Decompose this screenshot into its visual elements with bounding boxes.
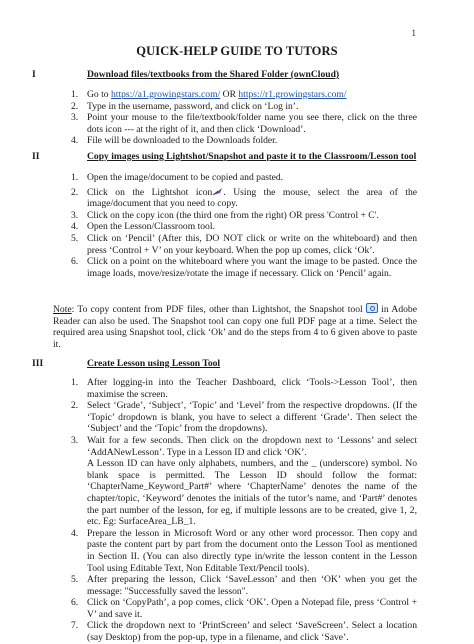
item-text: Click on a point on the whiteboard where you want the image to be pasted. Once the image loads, move/resize/rotate the image if necessary. Click on ‘Pencil’ again. — [87, 256, 417, 279]
list-item — [71, 400, 417, 435]
list-item — [71, 187, 417, 210]
item-text: Click on the Lightshot icon — [87, 186, 213, 198]
item-text: Point your mouse to the file/textbook/folder name you see there, click on the three dots icon --- at the right of it, and then click ‘Download’. — [87, 112, 417, 135]
item-text-extra: A Lesson ID can have only alphabets, numbers, and the _ (underscore) symbol. No blank space is permitted. The Lesson ID should follow the format: ‘ChapterName_Keyword_Part#’ where ‘ChapterName’ denotes the name of the chapter/topic, ‘Keyword’ denotes the initials of the tutor’s name, and ‘Part#’ denotes the part number of the lesson, for eg, if multiple lessons are to be created, give 1, 2, etc. Eg: SurfaceArea_LB_1. — [87, 458, 417, 528]
list-item — [71, 135, 417, 147]
item-number: 6. — [71, 597, 79, 609]
list-item — [71, 89, 417, 101]
list-item — [71, 435, 417, 528]
item-number: 1. — [71, 377, 79, 388]
list-item — [71, 210, 417, 222]
list-item — [71, 101, 417, 113]
item-number: 2. — [71, 100, 79, 112]
lightshot-feather-icon — [212, 187, 223, 196]
section-title: Copy images using Lightshot/Snapshot and paste it to the Classroom/Lesson tool — [87, 151, 417, 162]
item-number: 7. — [71, 620, 79, 632]
item-number: 3. — [71, 112, 79, 124]
note-text: : To copy content from PDF files, other than Lightshot, the Snapshot tool — [71, 304, 366, 315]
item-number: 4. — [71, 527, 79, 539]
item-number: 1. — [71, 89, 79, 100]
item-number: 4. — [71, 135, 79, 147]
item-text: . Using the mouse, select the area of the image/document that you need to copy. — [87, 186, 417, 210]
list-item — [71, 112, 417, 135]
item-text: Open the Lesson/Classroom tool. — [87, 221, 215, 233]
list-item — [71, 528, 417, 574]
section-number: I — [32, 69, 36, 80]
note-paragraph — [53, 303, 417, 350]
note-text: in Adobe Reader can also be used. The Snapshot tool can copy one full PDF page at a time. Select the required area using Snapshot tool, click ‘Ok’ and do the steps from 4 to 6 given above to paste it. — [53, 304, 417, 350]
section-title: Create Lesson using Lesson Tool — [87, 358, 221, 369]
list-item — [71, 172, 417, 184]
item-number: 4. — [71, 221, 79, 233]
list-item — [71, 233, 417, 256]
link-a1[interactable]: https://a1.growingstars.com/ — [110, 89, 221, 100]
section-title: Download files/textbooks from the Shared Folder — [87, 69, 289, 80]
snapshot-camera-icon — [366, 303, 378, 313]
item-text: Click on ‘Pencil’ (After this, DO NOT click or write on the whiteboard) and then press ‘Control + V’ on your keyboard. When the pop up comes, click ‘Ok’. — [87, 232, 417, 256]
section-number: II — [32, 151, 40, 162]
item-text: File will be downloaded to the Downloads folder. — [87, 135, 278, 147]
list-item — [71, 256, 417, 279]
item-text: Type in the username, password, and click on ‘Log in’. — [87, 100, 299, 112]
item-text: Select ‘Grade’, ‘Subject’, ‘Topic’ and ‘Level’ from the respective dropdowns. (If the ‘Topic’ dropdown is blank, you have to select a different ‘Grade’. Then select the ‘Subject’ and the ‘Topic’ from the dropdowns). — [87, 400, 417, 435]
section-number: III — [32, 358, 44, 369]
item-text: After logging-in into the Teacher Dashboard, click ‘Tools->Lesson Tool’, then maximise the screen. — [87, 377, 417, 400]
note-label: Note — [53, 304, 72, 315]
list-item — [71, 377, 417, 400]
item-number: 1. — [71, 172, 79, 183]
section-title-suffix: (ownCloud) — [288, 69, 340, 80]
list-item — [71, 574, 417, 597]
section-3-list — [71, 377, 417, 644]
section-1-list — [71, 89, 417, 147]
section-2-list — [71, 172, 417, 279]
item-text: Open the image/document to be copied and pasted. — [87, 172, 284, 183]
list-item — [71, 221, 417, 233]
item-text: Click the dropdown next to ‘PrintScreen’ and select ‘SaveScreen’. Select a location (say Desktop) from the pop-up, type in a filename, and click ‘Save’. — [87, 620, 417, 644]
item-text: Click on the copy icon (the third one from the right) OR press 'Control + C'. — [87, 209, 379, 221]
list-item — [71, 620, 417, 643]
item-text: Wait for a few seconds. Then click on the dropdown next to ‘Lessons’ and select ‘AddANewLesson’. Type in a Lesson ID and click ‘OK’. — [87, 434, 417, 458]
item-text: After preparing the lesson, Click ‘SaveLesson’ and then ‘OK’ when you get the message: "Successfully saved the lesson". — [87, 574, 417, 597]
item-number: 6. — [71, 256, 79, 268]
item-text: Click on ‘CopyPath’, a pop comes, click ‘OK’. Open a Notepad file, press ‘Control + V’ and save it. — [87, 597, 417, 620]
item-number: 3. — [71, 434, 79, 446]
item-text: Prepare the lesson in Microsoft Word or any other word processor. Then copy and paste the content part by part from the document onto the Lesson Tool as mentioned in Section II. (You can also directly type in/write the lesson content in the Lesson Tool using Editable Text, Non Editable Text/Pencil tools). — [87, 527, 417, 574]
item-number: 2. — [71, 186, 79, 198]
item-number: 5. — [71, 232, 79, 244]
item-text: Go to — [87, 89, 111, 100]
item-text: OR — [220, 89, 239, 100]
page-title: QUICK-HELP GUIDE TO TUTORS — [136, 44, 338, 58]
item-number: 3. — [71, 209, 79, 221]
list-item — [71, 597, 417, 620]
page-number: 1 — [411, 28, 416, 38]
item-number: 2. — [71, 400, 79, 412]
link-r1[interactable]: https://r1.growingstars.com/ — [238, 89, 347, 100]
item-number: 5. — [71, 574, 79, 586]
